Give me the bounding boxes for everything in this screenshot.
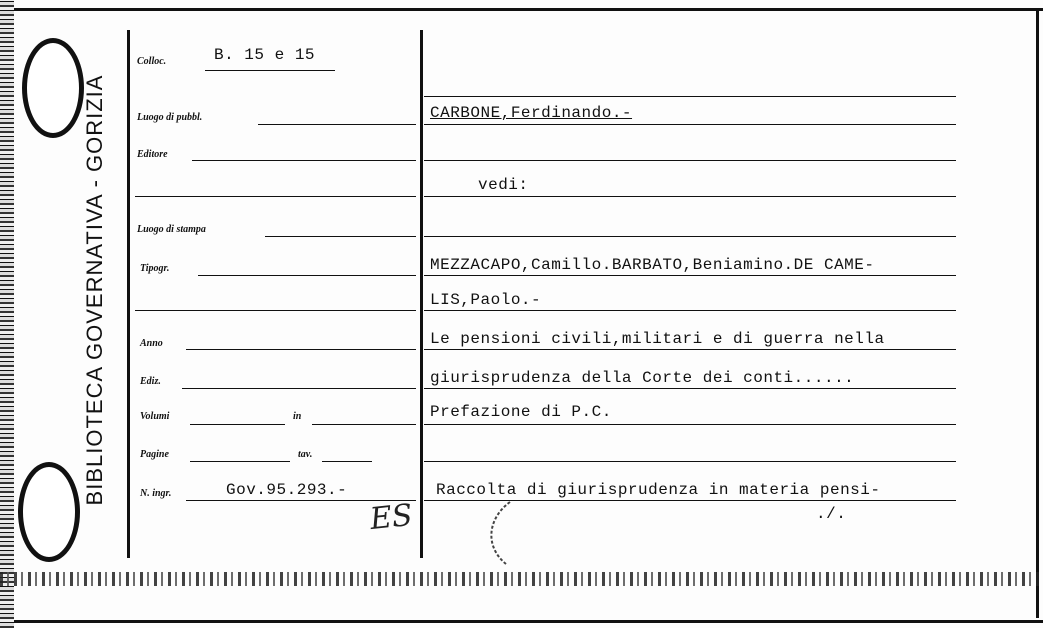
entry-line-2: LIS,Paolo.- [430, 291, 542, 309]
entry-heading: CARBONE,Ferdinando.- [430, 104, 633, 122]
label-editore: Editore [137, 149, 168, 160]
label-edizione: Ediz. [140, 376, 161, 387]
entry-line-3: Le pensioni civili,militari e di guerra nella [430, 330, 885, 348]
entry-rule-1 [424, 96, 956, 97]
field-line-tav [322, 461, 372, 462]
scan-noise-strip [0, 572, 1043, 586]
entry-line-5: Prefazione di P.C. [430, 403, 612, 421]
card-right-border [1036, 8, 1039, 618]
entry-line-1: MEZZACAPO,Camillo.BARBATO,Beniamino.DE CAME- [430, 256, 875, 274]
value-n-ingr: Gov.95.293.- [226, 481, 348, 499]
field-line-tipografia [198, 275, 416, 276]
entry-rule-11 [424, 461, 956, 462]
field-line-in [312, 424, 416, 425]
label-tav: tav. [298, 449, 313, 460]
field-line-tipografia-2 [135, 310, 416, 311]
entry-rule-10 [424, 424, 956, 425]
entry-rule-8 [424, 349, 956, 350]
label-n-ingr: N. ingr. [140, 488, 172, 499]
field-line-editore [192, 160, 416, 161]
entry-rule-2 [424, 124, 956, 125]
label-pagine: Pagine [140, 449, 169, 460]
scan-edge-left [0, 0, 14, 628]
entry-vedi: vedi: [478, 176, 529, 194]
value-collocazione: B. 15 e 15 [214, 46, 316, 64]
entry-continuation: ./. [816, 505, 847, 523]
punch-hole-top [22, 38, 84, 138]
label-collocazione: Colloc. [137, 56, 167, 67]
field-line-luogo-stampa [265, 236, 416, 237]
left-column-rule [127, 30, 130, 558]
label-anno: Anno [140, 338, 163, 349]
entry-line-4: giurisprudenza della Corte dei conti...... [430, 369, 855, 387]
entry-rule-9 [424, 388, 956, 389]
label-in: in [293, 411, 302, 422]
label-volumi: Volumi [140, 411, 170, 422]
library-stamp-title: BIBLIOTECA GOVERNATIVA - GORIZIA [82, 74, 107, 506]
field-line-luogo-pubbl [258, 124, 416, 125]
center-column-rule [420, 30, 423, 558]
punch-hole-bottom [18, 462, 80, 562]
entry-rule-3 [424, 160, 956, 161]
field-line-editore-2 [135, 196, 416, 197]
entry-rule-6 [424, 275, 956, 276]
label-luogo-stampa: Luogo di stampa [137, 224, 206, 235]
entry-line-6: Raccolta di giurisprudenza in materia pensi- [436, 481, 881, 499]
field-line-edizione [182, 388, 416, 389]
field-line-anno [186, 349, 416, 350]
entry-rule-4 [424, 196, 956, 197]
field-line-collocazione [205, 70, 335, 71]
label-luogo-pubbl: Luogo di pubbl. [137, 112, 203, 123]
pencil-mark [480, 498, 520, 568]
field-line-pagine [190, 461, 290, 462]
label-tipografia: Tipogr. [140, 263, 170, 274]
entry-rule-7 [424, 310, 956, 311]
card-top-border [14, 8, 1043, 11]
field-line-volumi [190, 424, 285, 425]
card-bottom-border [14, 620, 1043, 623]
handwritten-number: ES [368, 497, 415, 538]
entry-rule-5 [424, 236, 956, 237]
